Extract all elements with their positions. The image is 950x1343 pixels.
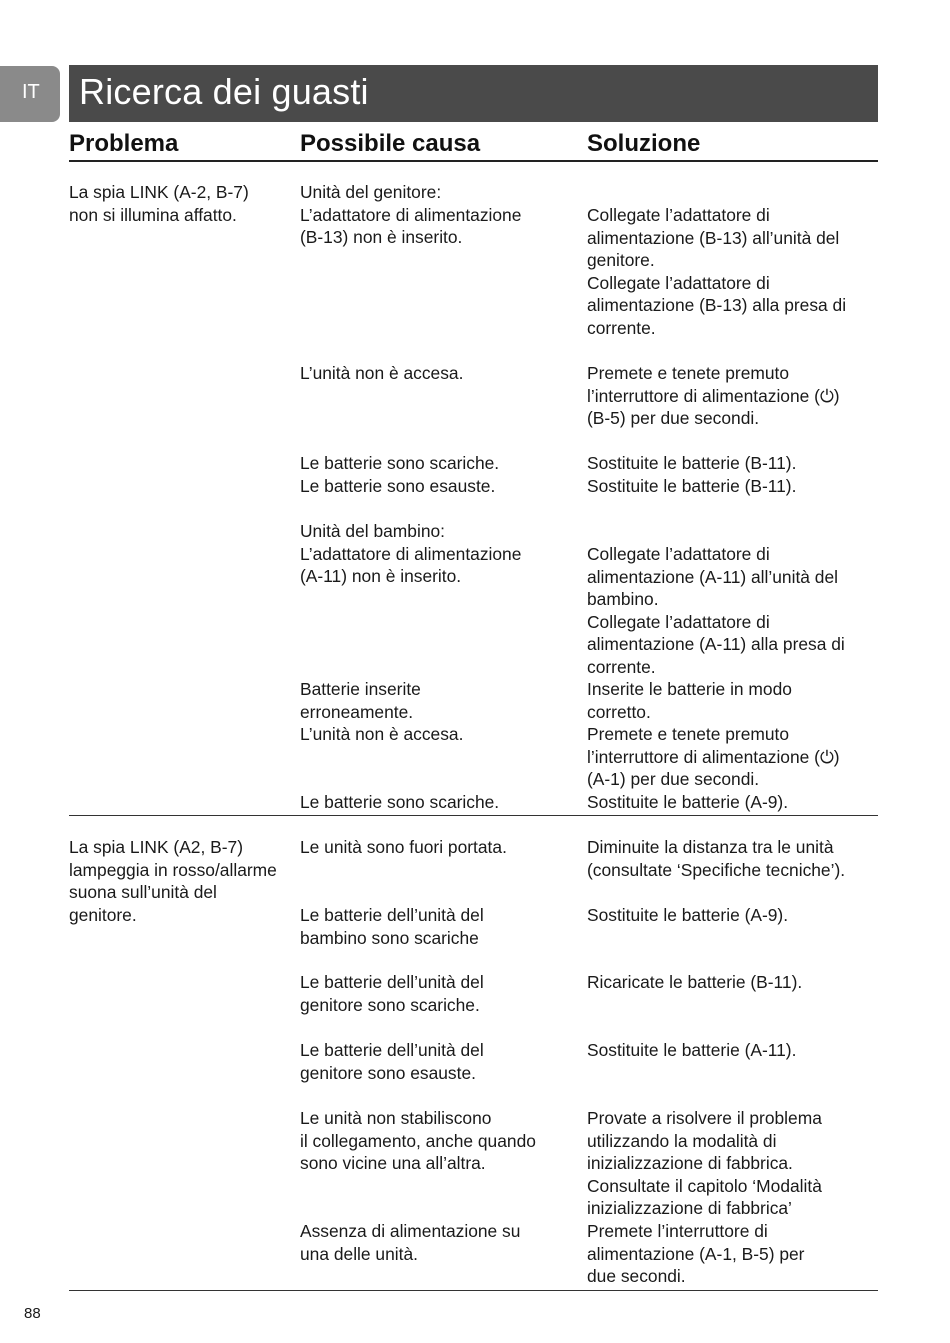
- solution-cell: Inserite le batterie in modo corretto. Premete e tenete premuto l’interruttore di alimentazione (⏻) (A-1) per due secondi.: [587, 679, 840, 790]
- solution-cell: Provate a risolvere il problema utilizzando la modalità di inizializzazione di fabbrica. Consultate il capitolo ‘Modalità inizializzazione di fabbrica’: [587, 1108, 822, 1219]
- solution-cell: Ricaricate le batterie (B-11).: [587, 972, 803, 992]
- solution-cell: Sostituite le batterie (A-9).: [587, 905, 789, 925]
- problem-cell: La spia LINK (A-2, B-7) non si illumina affatto.: [69, 182, 249, 225]
- column-header-solution: Soluzione: [587, 130, 701, 157]
- solution-cell: Diminuite la distanza tra le unità (consultate ‘Specifiche tecniche’).: [587, 837, 846, 880]
- solution-cell: Sostituite le batterie (A-9).: [587, 792, 789, 812]
- language-tab: IT: [0, 66, 60, 122]
- column-header-problem: Problema: [69, 130, 179, 157]
- page-number: 88: [24, 1305, 41, 1322]
- header-divider: [69, 160, 878, 162]
- page-title: Ricerca dei guasti: [79, 71, 369, 112]
- solution-cell: Premete e tenete premuto l’interruttore di alimentazione (⏻) (B-5) per due secondi.: [587, 363, 840, 429]
- cause-cell: Le unità sono fuori portata.: [300, 837, 507, 857]
- table-bottom-divider: [69, 1290, 878, 1291]
- cause-cell: L’unità non è accesa.: [300, 363, 464, 383]
- column-header-cause: Possibile causa: [300, 130, 481, 157]
- cause-cell: Le batterie dell’unità del bambino sono scariche: [300, 905, 484, 948]
- problem-cell: La spia LINK (A2, B-7) lampeggia in rosso/allarme suona sull’unità del genitore.: [69, 837, 277, 925]
- solution-cell: Sostituite le batterie (B-11). Sostituite le batterie (B-11).: [587, 453, 797, 496]
- cause-cell: Le batterie dell’unità del genitore sono esauste.: [300, 1040, 484, 1083]
- solution-cell: Collegate l’adattatore di alimentazione (B-13) all’unità del genitore. Collegate l’adattatore di alimentazione (B-13) alla presa di corrente.: [587, 205, 847, 338]
- cause-cell: Batterie inserite erroneamente. L’unità non è accesa.: [300, 679, 464, 745]
- cause-cell: Le batterie sono scariche. Le batterie sono esauste.: [300, 453, 500, 496]
- cause-cell: Le batterie dell’unità del genitore sono scariche.: [300, 972, 484, 1015]
- row-divider: [69, 815, 878, 816]
- cause-cell: Assenza di alimentazione su una delle unità.: [300, 1221, 521, 1264]
- cause-cell: Le batterie sono scariche.: [300, 792, 500, 812]
- solution-cell: Premete l’interruttore di alimentazione (A-1, B-5) per due secondi.: [587, 1221, 805, 1287]
- solution-cell: Sostituite le batterie (A-11).: [587, 1040, 797, 1060]
- cause-cell: Unità del genitore: L’adattatore di alimentazione (B-13) non è inserito.: [300, 182, 522, 248]
- title-bar: [69, 65, 878, 122]
- cause-cell: Le unità non stabiliscono il collegamento, anche quando sono vicine una all’altra.: [300, 1108, 536, 1174]
- solution-cell: Collegate l’adattatore di alimentazione (A-11) all’unità del bambino. Collegate l’adattatore di alimentazione (A-11) alla presa di corrente.: [587, 544, 845, 677]
- cause-cell: Unità del bambino: L’adattatore di alimentazione (A-11) non è inserito.: [300, 521, 522, 587]
